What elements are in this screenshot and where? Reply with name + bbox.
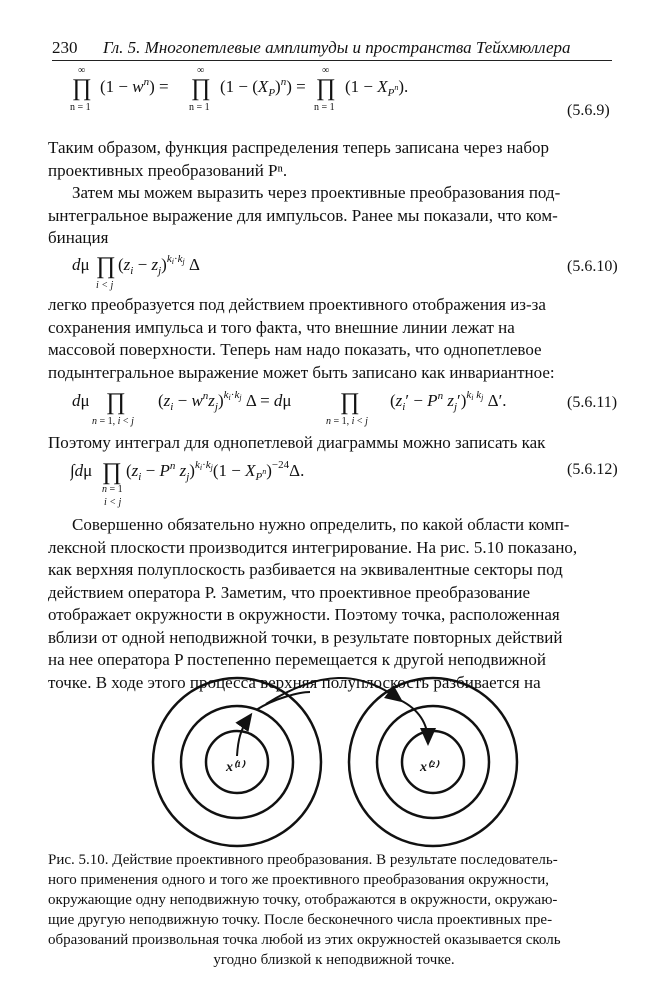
caption-line: окружающие одну неподвижную точку, отображаются в окружности, окружаю-: [48, 892, 558, 908]
figure-caption: [48, 850, 620, 970]
svg-text:n = 1: n = 1: [314, 102, 335, 112]
text-line: Таким образом, функция распределения теперь записана через набор: [48, 138, 549, 157]
paragraph: [48, 137, 620, 182]
svg-text:(1 − XPn).: $(1 - X_P^n)$.: [345, 77, 409, 99]
text-line: Совершенно обязательно нужно определить, по какой области комп-: [72, 515, 570, 534]
svg-text:∏: ∏: [191, 75, 211, 101]
page-number: 230: [52, 38, 78, 57]
paragraph: [48, 432, 620, 455]
svg-text:(zi − Pn zj)ki·kj(1 − XPn)−24Δ: ($z_i - P^n$ $z_j)^ki\cdot kj(1 - X_P^n)^{-24}\Delta$.: [126, 459, 305, 483]
svg-text:∏: ∏: [340, 389, 360, 415]
text-line: бинация: [48, 228, 109, 247]
text-line: массовой поверхности. Теперь нам надо показать, что однопетлевое: [48, 340, 542, 359]
text-line: ынтегральное выражение для импульсов. Ранее мы показали, что ком-: [48, 205, 558, 225]
svg-text:∏: ∏: [96, 253, 116, 279]
text-line: сохранения импульса и того факта, что внешние линии лежат на: [48, 317, 515, 337]
caption-line: Рис. 5.10. Действие проективного преобразования. В результате последователь-: [48, 852, 558, 868]
paragraph: [48, 514, 620, 537]
equation-number: (5.6.9): [567, 102, 610, 119]
equation-number: (5.6.11): [567, 394, 618, 411]
svg-text:dμ: dμ: [72, 391, 90, 410]
svg-text:i < j: i < j: [96, 280, 114, 291]
fixed-point-label-1: x⁽¹⁾: [226, 760, 245, 775]
text-line: проективных преобразований Pⁿ.: [48, 160, 288, 180]
text-line: точке. В ходе этого процесса верхняя полуплоскость разбивается на: [48, 672, 541, 692]
arrow-across: [266, 678, 400, 704]
caption-line: образований произвольная точка любой из этих окружностей оказывается сколь: [48, 932, 561, 948]
text-line: действием оператора P. Заметим, что проективное преобразование: [48, 582, 531, 602]
arrow-left-inner: [237, 716, 250, 756]
text-line: лексной плоскости производится интегрирование. На рис. 5.10 показано,: [48, 537, 578, 557]
svg-text:∏: ∏: [106, 389, 126, 415]
svg-text:∏: ∏: [316, 75, 336, 101]
svg-text:(zi′ − Pn zj′)ki kj Δ′.: ($z_i' - P^n$ $z_j')^ki$ kj Δ′.: [390, 389, 507, 413]
svg-text:n = 1: n = 1: [189, 102, 210, 112]
equation-5-6-12: [70, 454, 400, 514]
text-line: на нее оператора P постепенно перемещается к другой неподвижной: [48, 650, 547, 669]
paragraph: [48, 205, 620, 250]
equation-5-6-10-render: [72, 248, 292, 294]
text-line: Поэтому интеграл для однопетлевой диаграммы можно записать как: [48, 433, 546, 452]
svg-text:∏: ∏: [72, 75, 92, 101]
equation-5-6-9-render: [60, 60, 480, 112]
svg-text:(zi − zj)ki·kj Δ: $(z_i - z_j)^ki\cdot kj$ Δ: [118, 253, 200, 277]
fixed-point-label-2: x⁽²⁾: [420, 760, 439, 775]
equation-5-6-11: [72, 384, 562, 430]
equation-number: (5.6.10): [567, 258, 618, 275]
paragraph: [48, 182, 620, 205]
text-line: вблизи от одной неподвижной точки, в результате повторных действий: [48, 627, 563, 647]
text-line: Затем мы можем выразить через проективные преобразования под-: [72, 183, 561, 202]
text-line: подынтегральное выражение может быть записано как инвариантное:: [48, 362, 555, 382]
equation-number: (5.6.12): [567, 461, 618, 478]
equation-5-6-9: [60, 60, 480, 112]
equation-5-6-10: [72, 248, 292, 294]
svg-text:(zi − wnzj)ki·kj Δ = dμ: $(z_i - w^nz_j)^ki\cdot kj$ Δ = dμ: [158, 389, 292, 413]
figure-5-10: [0, 670, 658, 850]
equation-5-6-12-render: [70, 454, 400, 514]
paragraph: [48, 294, 620, 384]
svg-text:∫dμ: ∫dμ: [70, 461, 93, 480]
svg-text:∏: ∏: [102, 459, 122, 485]
svg-text:∞: ∞: [78, 65, 86, 76]
text-line: легко преобразуется под действием проективного отображения из-за: [48, 295, 546, 314]
running-title: Гл. 5. Многопетлевые амплитуды и пространства Тейхмюллера: [103, 38, 571, 57]
svg-text:n = 1, i < j: n = 1, i < j: [326, 416, 368, 427]
caption-line: угодно близкой к неподвижной точке.: [213, 952, 455, 968]
svg-text:n = 1: n = 1: [70, 102, 91, 112]
svg-text:i < j: i < j: [104, 497, 122, 508]
svg-text:n = 1, i < j: n = 1, i < j: [92, 416, 134, 427]
svg-text:(1 − (XP)n) =: $(1 - (X_P)^n)$ =: [220, 76, 306, 99]
text-line: отображает окружности в окружности. Поэтому точка, расположенная: [48, 605, 560, 624]
caption-line: ного применения одного и того же проективного преобразования окружности,: [48, 872, 550, 888]
equation-5-6-11-render: [72, 384, 562, 430]
svg-text:n = 1: n = 1: [102, 484, 123, 495]
svg-text:∞: ∞: [322, 65, 330, 76]
caption-line: щие другую неподвижную точку. После бесконечного числа проективных пре-: [48, 912, 553, 928]
text-line: как верхняя полуплоскость разбивается на эквивалентные секторы под: [48, 560, 563, 579]
svg-text:dμ: dμ: [72, 255, 90, 274]
svg-text:(1 − wn) =: $(1 - w^n)$ =: [100, 76, 169, 96]
svg-text:∞: ∞: [197, 65, 205, 76]
